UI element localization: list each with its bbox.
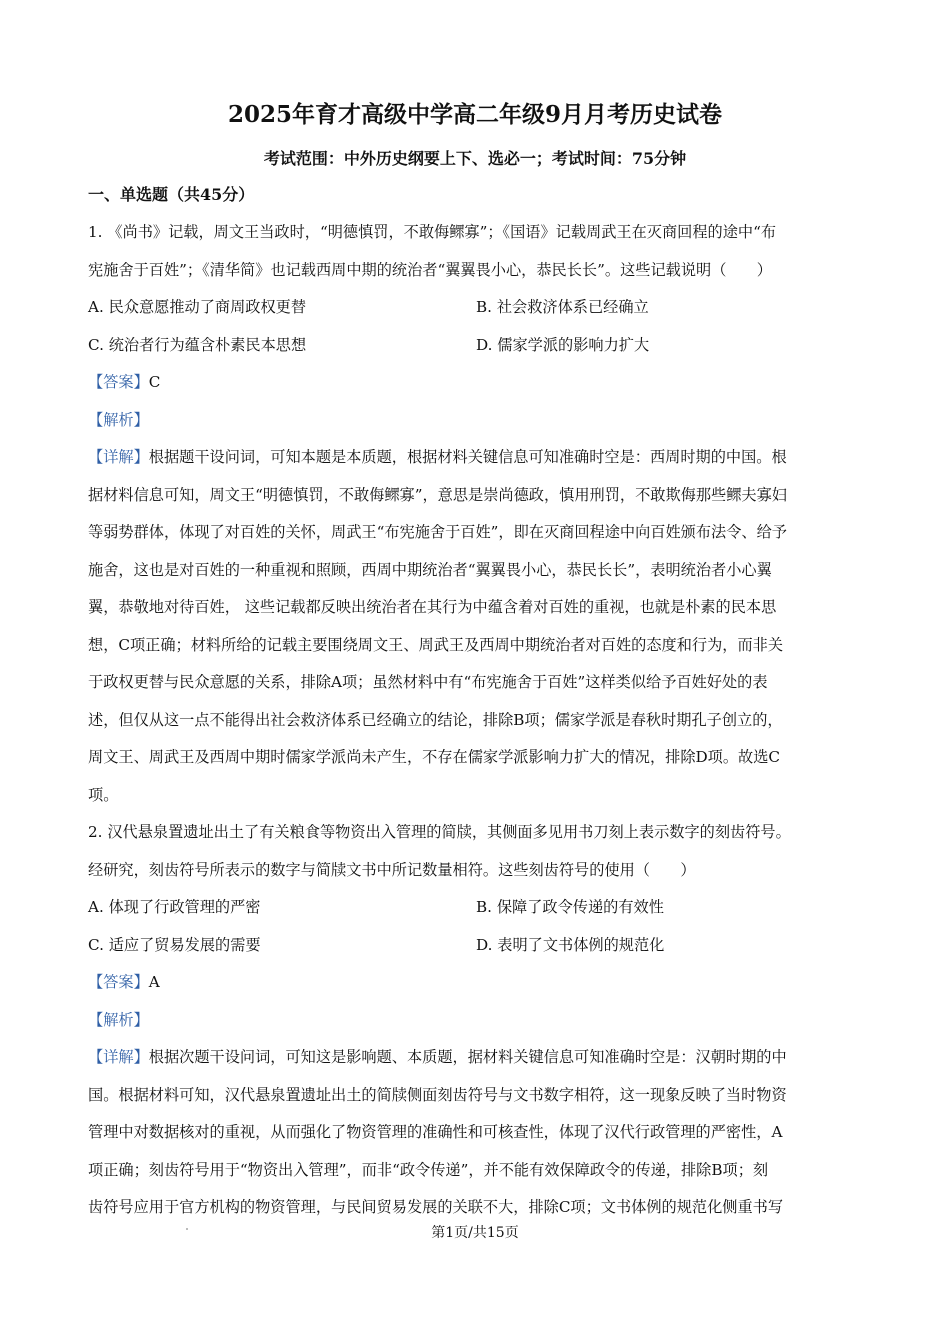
- page-title: 2025年育才高级中学高二年级9月月考历史试卷: [227, 101, 723, 128]
- analysis-line: [88, 1002, 866, 1040]
- detail-tag: 【详解】: [88, 448, 149, 466]
- page-footer: 第1页/共15页: [431, 1225, 519, 1241]
- question-stem-line: 经研究，刻齿符号所表示的数字与简牍文书中所记数量相符。这些刻齿符号的使用（ ）: [88, 860, 696, 879]
- answer-value: C: [148, 373, 161, 391]
- detail-tag: 【详解】: [88, 1048, 149, 1066]
- answer-tag: 【答案】: [88, 373, 149, 391]
- exam-subtitle: 考试范围：中外历史纲要上下、选必一；考试时间：75分钟: [263, 149, 687, 168]
- answer-value: A: [148, 973, 160, 991]
- detail-line: 翼，恭敬地对待百姓， 这些记载都反映出统治者在其行为中蕴含着对百姓的重视，也就是朴素的民本思: [88, 598, 777, 616]
- question-1: [88, 214, 866, 814]
- analysis-tag: 【解析】: [88, 410, 149, 429]
- analysis-tag: 【解析】: [88, 1010, 149, 1029]
- option-a: A. 体现了行政管理的严密: [88, 898, 261, 916]
- options-row: [88, 327, 866, 365]
- option-a: A. 民众意愿推动了商周政权更替: [88, 298, 307, 316]
- option-c: C. 适应了贸易发展的需要: [88, 935, 261, 954]
- detail-line: 据材料信息可知，周文王“明德慎罚，不敢侮鳏寡”，意思是崇尚德政，慎用刑罚，不敢欺侮那些鳏夫寡妇: [88, 485, 787, 504]
- detail-line: 述，但仅从这一点不能得出社会救济体系已经确立的结论，排除B项；儒家学派是春秋时期孔子创立的，: [88, 710, 783, 729]
- section-heading: 一、单选题（共45分）: [88, 185, 255, 204]
- detail-text: 根据次题干设问词，可知这是影响题、本质题，据材料关键信息可知准确时空是：汉朝时期的中: [148, 1048, 787, 1066]
- question-stem-line: 1. 《尚书》记载，周文王当政时，“明德慎罚，不敢侮鳏寡”；《国语》记载周武王在灭商回程的途中“布: [88, 223, 777, 241]
- detail-line: [88, 1039, 866, 1077]
- detail-line: 于政权更替与民众意愿的关系，排除A项；虽然材料中有“布宪施舍于百姓”这样类似给予百姓好处的表: [88, 673, 768, 691]
- detail-line: 齿符号应用于官方机构的物资管理，与民间贸易发展的关联不大，排除C项；文书体例的规范化侧重书写: [88, 1198, 784, 1216]
- option-d: D. 表明了文书体例的规范化: [476, 935, 665, 954]
- answer-line: [88, 964, 866, 1002]
- option-b: B. 社会救济体系已经确立: [476, 298, 649, 316]
- detail-line: 想，C项正确；材料所给的记载主要围绕周文王、周武王及西周中期统治者对百姓的态度和行为，而非关: [88, 635, 784, 654]
- answer-tag: 【答案】: [88, 973, 149, 991]
- options-row: [88, 289, 866, 327]
- answer-line: [88, 364, 866, 402]
- option-d: D. 儒家学派的影响力扩大: [476, 335, 650, 354]
- detail-line: 国。根据材料可知，汉代悬泉置遗址出土的简牍侧面刻齿符号与文书数字相符，这一现象反映了当时物资: [88, 1085, 787, 1104]
- analysis-line: [88, 402, 866, 440]
- question-stem-line: 宪施舍于百姓”；《清华简》也记载西周中期的统治者“翼翼畏小心，恭民长长”。这些记载说明（ ）: [88, 260, 772, 279]
- detail-line: 周文王、周武王及西周中期时儒家学派尚未产生，不存在儒家学派影响力扩大的情况，排除D项。故选C: [88, 748, 781, 766]
- detail-line: 管理中对数据核对的重视，从而强化了物资管理的准确性和可核查性，体现了汉代行政管理的严密性，A: [88, 1123, 783, 1141]
- detail-line: [88, 439, 866, 477]
- detail-text: 根据题干设问词，可知本题是本质题，根据材料关键信息可知准确时空是：西周时期的中国。根: [148, 448, 787, 466]
- question-stem-line: 2. 汉代悬泉置遗址出土了有关粮食等物资出入管理的简牍，其侧面多见用书刀刻上表示数字的刻齿符号。: [88, 823, 791, 841]
- detail-line: 项。: [88, 785, 119, 804]
- exam-content: [88, 180, 866, 1227]
- question-2: [88, 814, 866, 1227]
- detail-line: 等弱势群体，体现了对百姓的关怀，周武王“布宪施舍于百姓”，即在灭商回程途中向百姓颁布法令、给予: [88, 523, 787, 541]
- options-row: [88, 927, 866, 965]
- option-c: C. 统治者行为蕴含朴素民本思想: [88, 335, 307, 354]
- detail-line: 施舍，这也是对百姓的一种重视和照顾，西周中期统治者“翼翼畏小心，恭民长长”，表明统治者小心翼: [88, 560, 772, 579]
- option-b: B. 保障了政令传递的有效性: [476, 898, 664, 916]
- detail-line: 项正确；刻齿符号用于“物资出入管理”，而非“政令传递”，并不能有效保障政令的传递，排除B项；刻: [88, 1160, 769, 1179]
- options-row: [88, 889, 866, 927]
